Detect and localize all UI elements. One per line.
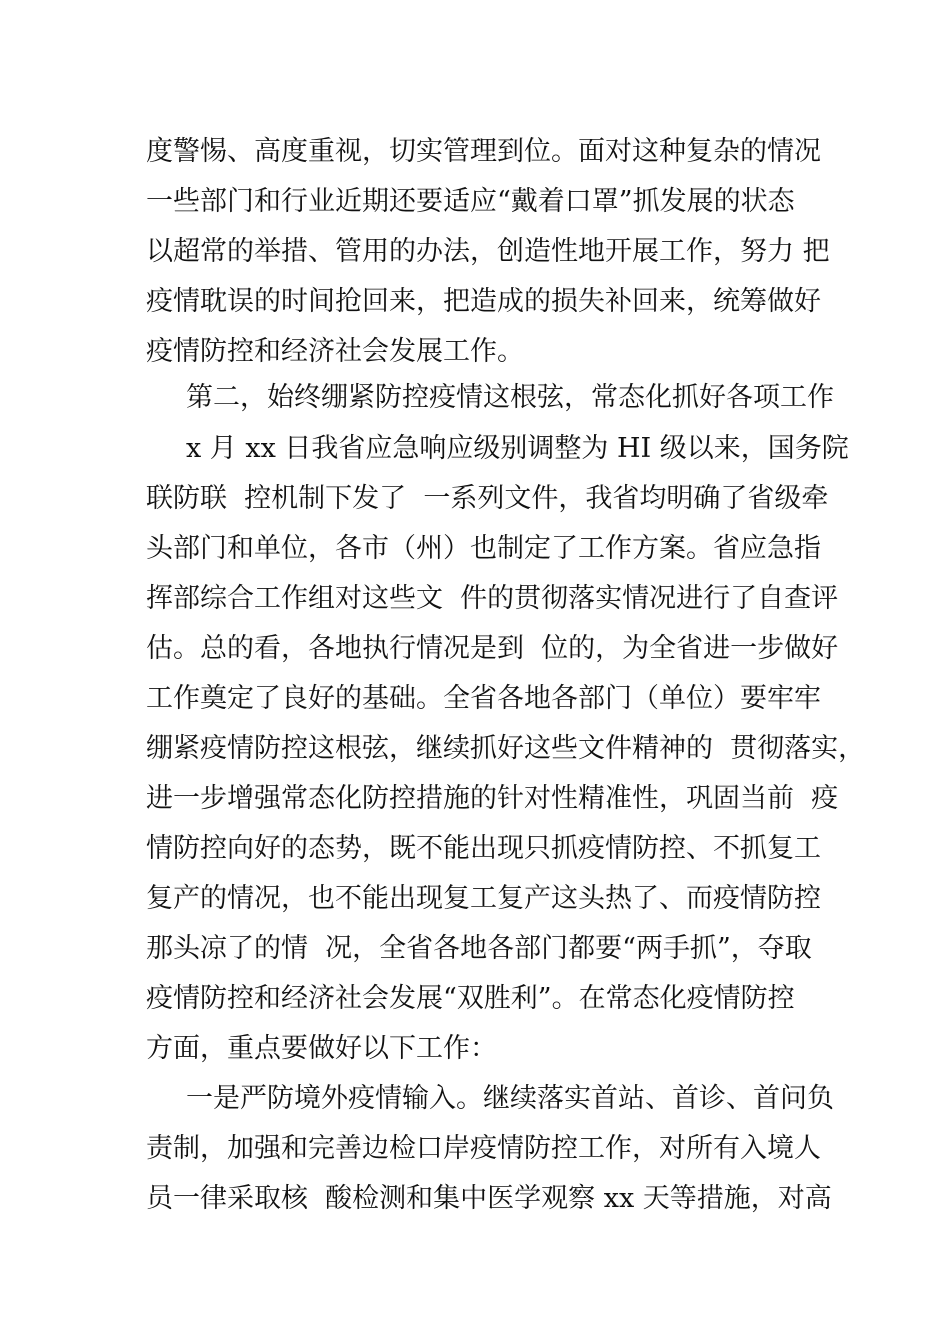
text-line: 复产的情况，也不能出现复工复产这头热了、而疫情防控: [146, 883, 821, 914]
text-line: 疫情防控和经济社会发展“双胜利”。在常态化疫情防控: [146, 983, 795, 1014]
text-line: 疫情耽误的时间抢回来，把造成的损失补回来，统筹做好: [146, 286, 821, 317]
text-line: 那头凉了的情 况，全省各地各部门都要“两手抓”，夺取: [146, 933, 812, 964]
text-line: x 月 xx 日我省应急响应级别调整为 HI 级以来，国务院: [186, 433, 849, 464]
text-line: 责制，加强和完善边检口岸疫情防控工作，对所有入境人: [146, 1133, 821, 1164]
section-heading: 第二，始终绷紧防控疫情这根弦，常态化抓好各项工作: [186, 382, 834, 413]
text-line: 进一步增强常态化防控措施的针对性精准性，巩固当前 疫: [146, 783, 839, 814]
text-line: 工作奠定了良好的基础。全省各地各部门（单位）要牢牢: [146, 683, 821, 714]
text-line: 疫情防控和经济社会发展工作。: [146, 336, 524, 367]
text-line: 头部门和单位，各市（州）也制定了工作方案。省应急指: [146, 533, 821, 564]
text-line: 一些部门和行业近期还要适应“戴着口罩”抓发展的状态: [146, 186, 795, 217]
text-line: 方面，重点要做好以下工作：: [146, 1033, 497, 1064]
paragraph-start: 一是严防境外疫情输入。继续落实首站、首诊、首问负: [186, 1083, 834, 1114]
text-line: 度警惕、高度重视，切实管理到位。面对这种复杂的情况: [146, 136, 821, 167]
text-line: 以超常的举措、管用的办法，创造性地开展工作，努力 把: [146, 236, 830, 267]
text-line: 联防联 控机制下发了 一系列文件，我省均明确了省级牵: [146, 483, 829, 514]
text-line: 估。总的看，各地执行情况是到 位的，为全省进一步做好: [146, 633, 839, 664]
text-line: 挥部综合工作组对这些文 件的贯彻落实情况进行了自查评: [146, 583, 839, 614]
text-line: 情防控向好的态势，既不能出现只抓疫情防控、不抓复工: [146, 833, 821, 864]
text-line: 员一律采取核 酸检测和集中医学观察 xx 天等措施，对高: [146, 1183, 832, 1214]
text-line: 绷紧疫情防控这根弦，继续抓好这些文件精神的 贯彻落实，: [146, 733, 866, 764]
